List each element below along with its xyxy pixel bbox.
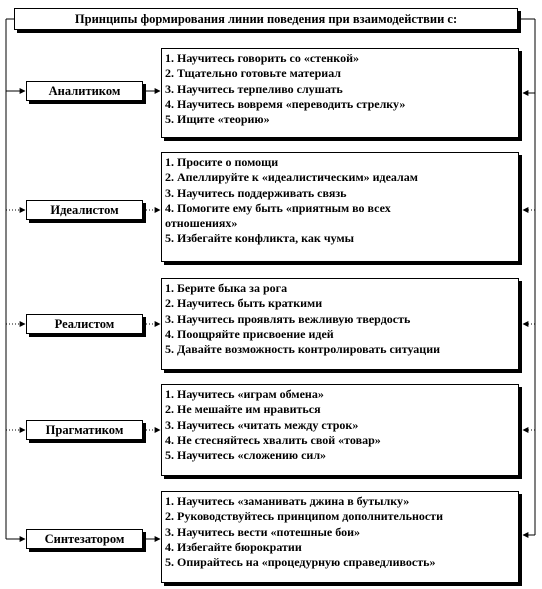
type-box-analyst: Аналитиком <box>26 81 143 101</box>
list-item: 3. Научитесь проявлять вежливую твердость <box>165 311 411 326</box>
list-box-idealist <box>161 152 519 262</box>
list-item: 2. Апеллируйте к «идеалистическим» идеалам <box>165 170 418 185</box>
list-item: 2. Научитесь быть краткими <box>165 296 323 311</box>
list-item: 5. Ищите «теорию» <box>165 112 270 127</box>
type-box-synthesizer: Синтезатором <box>26 529 143 549</box>
list-item: 1. Научитесь «заманивать джина в бутылку» <box>165 494 410 508</box>
list-item: 3. Научитесь вести «потешные бои» <box>165 524 361 539</box>
list-item: 4. Не стесняйтесь хвалить свой «товар» <box>165 432 381 447</box>
list-box-realist <box>161 278 519 370</box>
list-box-pragmatist <box>161 384 519 476</box>
list-item: отношениях» <box>165 216 238 231</box>
list-item: 2. Тщательно готовьте материал <box>165 66 342 81</box>
list-item: 1. Просите о помощи <box>165 155 279 169</box>
list-item: 4. Помогите ему быть «приятным во всех <box>165 200 391 215</box>
list-item: 4. Научитесь вовремя «переводить стрелку» <box>165 96 406 111</box>
list-item: 5. Научитесь «сложению сил» <box>165 448 327 463</box>
list-item: 2. Не мешайте им нравиться <box>165 402 321 417</box>
list-item: 3. Научитесь поддерживать связь <box>165 185 347 200</box>
type-box-realist: Реалистом <box>26 314 143 334</box>
diagram-title: Принципы формирования линии поведения при взаимодействии с: <box>14 8 518 30</box>
list-item: 1. Научитесь «играм обмена» <box>165 387 324 401</box>
list-box-synthesizer <box>161 491 519 583</box>
list-item: 1. Берите быка за рога <box>165 281 288 295</box>
list-item: 3. Научитесь терпеливо слушать <box>165 81 343 96</box>
list-item: 5. Избегайте конфликта, как чумы <box>165 231 354 246</box>
type-box-idealist: Идеалистом <box>26 200 143 220</box>
list-item: 2. Руководствуйтесь принципом дополнительности <box>165 509 443 524</box>
type-box-pragmatist: Прагматиком <box>26 420 143 440</box>
list-box-analyst <box>161 48 519 138</box>
list-item: 5. Опирайтесь на «процедурную справедливость» <box>165 555 436 570</box>
list-item: 5. Давайте возможность контролировать ситуации <box>165 342 441 357</box>
list-item: 4. Избегайте бюрократии <box>165 539 302 554</box>
list-item: 4. Поощряйте присвоение идей <box>165 326 334 341</box>
list-item: 3. Научитесь «читать между строк» <box>165 417 359 432</box>
list-item: 1. Научитесь говорить со «стенкой» <box>165 51 359 65</box>
